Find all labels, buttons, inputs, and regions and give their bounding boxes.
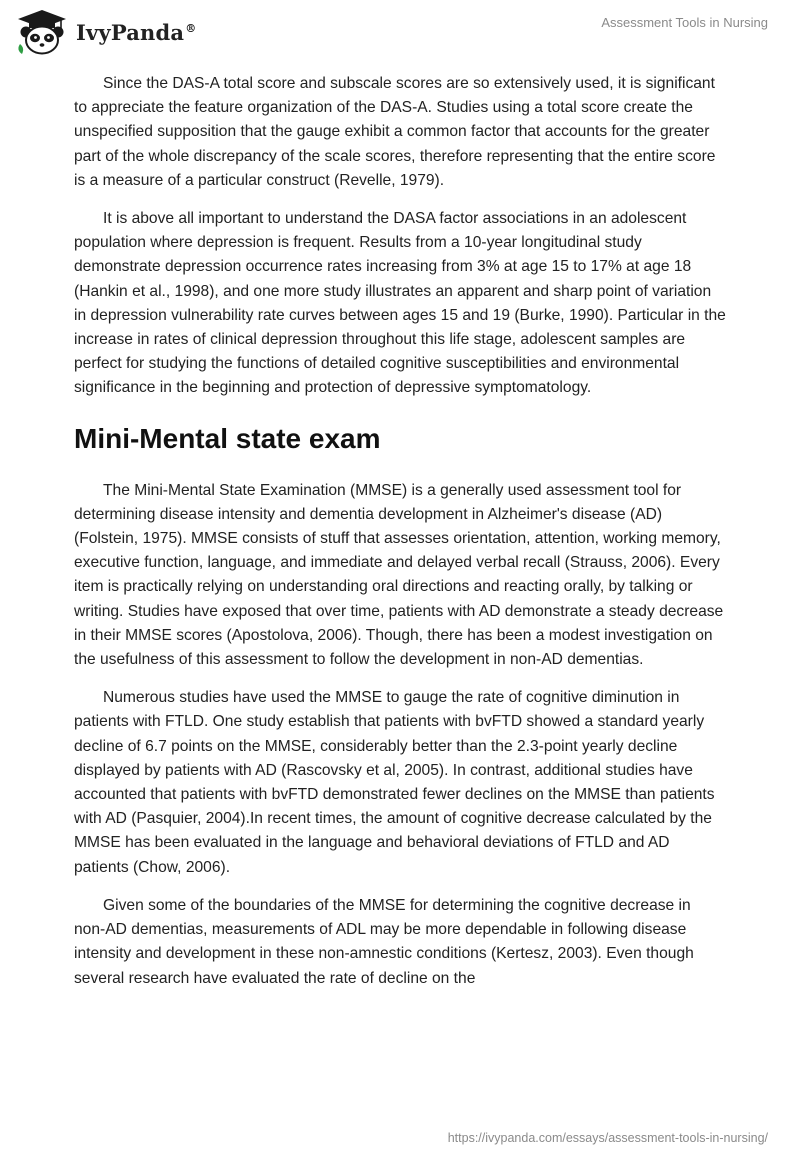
paragraph: The Mini-Mental State Examination (MMSE) is a generally used assessment tool for determining disease intensity and dementia development in Alzheimer's disease (AD) (Folstein, 1975). MMSE consists of stuff that assesses orientation, attention, working memory, executive function, language, and immediate and delayed verbal recall (Strauss, 2006). Every item is practically relying on understanding oral directions and reacting orally, by talking or writing. Studies have exposed that over time, patients with AD demonstrate a steady decrease in their MMSE scores (Apostolova, 2006). Though, there has been a modest investigation on the usefulness of this assessment to follow the development in non-AD dementias. xyxy=(74,481,724,669)
paragraph: Since the DAS-A total score and subscale scores are so extensively used, it is significant to appreciate the feature organization of the DAS-A. Studies using a total score create the unspecified supposition that the gauge exhibit a common factor that accounts for the greater part of the whole discrepancy of the scale scores, therefore representing that the entire score is a measure of a particular construct (Revelle, 1979). xyxy=(74,75,716,189)
brand-name: IvyPanda® xyxy=(76,19,197,45)
document-title: Assessment Tools in Nursing xyxy=(601,15,768,30)
panda-graduate-icon xyxy=(14,8,70,56)
source-url[interactable]: https://ivypanda.com/essays/assessment-tools-in-nursing/ xyxy=(447,1131,768,1145)
paragraph: It is above all important to understand the DASA factor associations in an adolescent population where depression is frequent. Results from a 10-year longitudinal study demonstrate depression occurrence rates increasing from 3% at age 15 to 17% at age 18 (Hankin et al., 1998), and one more study illustrates an apparent and sharp point of variation in depression vulnerability rate curves between ages 15 and 19 (Burke, 1990). Particular in the increase in rates of clinical depression throughout this life stage, adolescent samples are perfect for studying the functions of detailed cognitive susceptibilities and environmental significance in the beginning and protection of depressive symptomatology. xyxy=(74,210,726,397)
section-heading: Mini-Mental state exam xyxy=(74,422,381,454)
page-header xyxy=(0,0,800,64)
paragraph: Numerous studies have used the MMSE to gauge the rate of cognitive diminution in patients with FTLD. One study establish that patients with bvFTD showed a standard yearly decline of 6.7 points on the MMSE, considerably better than the 2.3-point yearly decline displayed by patients with AD (Rascovsky et al, 2005). In contrast, additional studies have accounted that patients with bvFTD demonstrated fewer declines on the MMSE than patients with AD (Pasquier, 2004).In recent times, the amount of cognitive decrease calculated by the MMSE has been evaluated in the language and behavioral deviations of FTLD and AD patients (Chow, 2006). xyxy=(74,689,715,876)
brand-logo[interactable] xyxy=(14,8,196,56)
paragraph: Given some of the boundaries of the MMSE for determining the cognitive decrease in non-AD dementias, measurements of ADL may be more dependable in following disease intensity and development in these non-amnestic conditions (Kertesz, 2003). Even though several research have evaluated the rate of decline on the xyxy=(74,896,694,987)
article-body xyxy=(74,72,726,1005)
